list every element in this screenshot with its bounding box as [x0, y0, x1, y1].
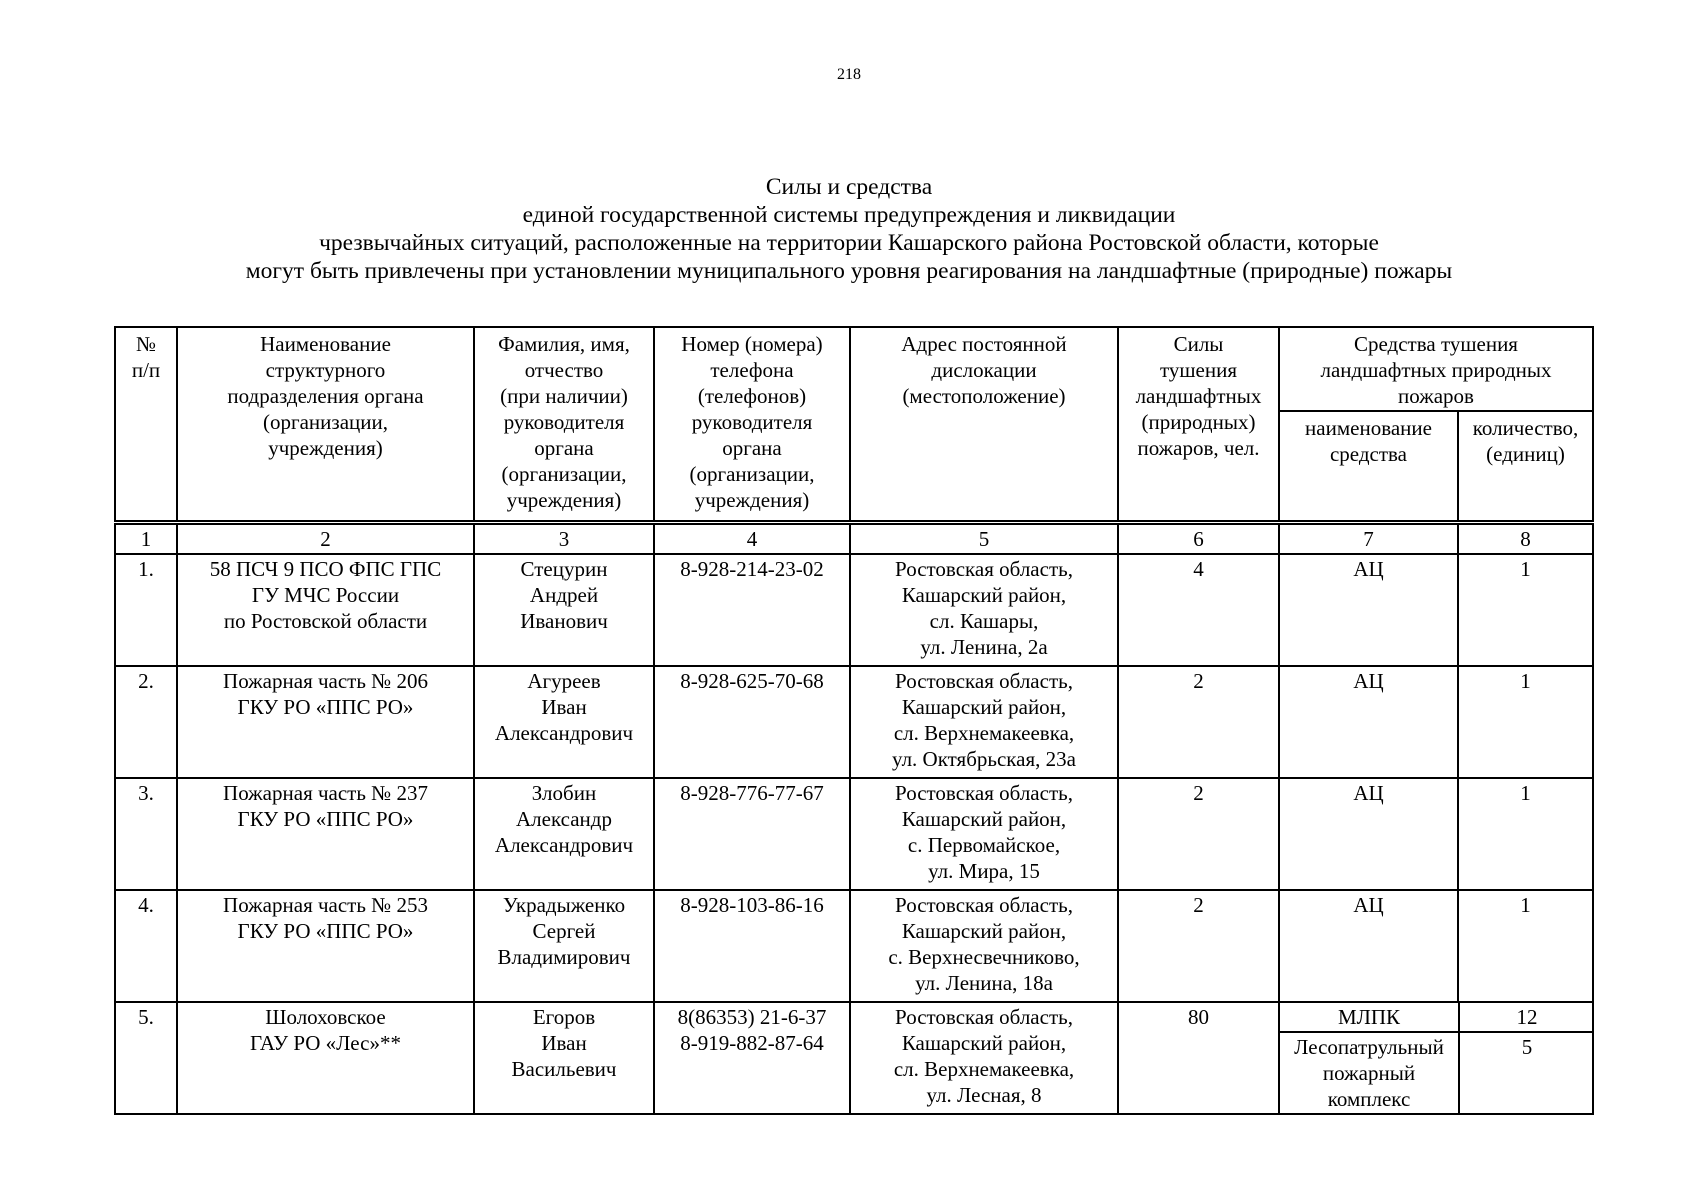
row-tool-count: 1 [1458, 890, 1593, 1002]
header-num: № п/п [115, 327, 177, 523]
column-number: 1 [115, 523, 177, 555]
row-tool-name: МЛПК [1280, 1003, 1459, 1032]
row-num: 3. [115, 778, 177, 890]
row-tools [1279, 1002, 1593, 1114]
table-row [115, 1002, 1593, 1114]
table-row [115, 890, 1593, 1002]
document-title [0, 173, 1698, 285]
column-number: 5 [850, 523, 1118, 555]
title-line: единой государственной системы предупреждения и ликвидации [522, 202, 1176, 228]
header-tools-count: количество, (единиц) [1458, 411, 1593, 523]
row-forces: 2 [1118, 890, 1279, 1002]
row-head: Злобин Александр Александрович [474, 778, 654, 890]
page-number: 218 [837, 66, 861, 83]
row-tool-count: 12 [1459, 1003, 1594, 1032]
row-address: Ростовская область, Кашарский район, сл. Верхнемакеевка, ул. Лесная, 8 [850, 1002, 1118, 1114]
row-num: 5. [115, 1002, 177, 1114]
title-line: чрезвычайных ситуаций, расположенные на территории Кашарского района Ростовской области, которые [319, 230, 1379, 256]
title-line: могут быть привлечены при установлении муниципального уровня реагирования на ландшафтные (природные) пожары [245, 258, 1453, 284]
header-tools-group: Средства тушения ландшафтных природных пожаров [1279, 327, 1593, 411]
row-phone: 8-928-214-23-02 [654, 554, 850, 666]
row-phone: 8-928-103-86-16 [654, 890, 850, 1002]
column-number: 8 [1458, 523, 1593, 555]
row-tool-count: 5 [1521, 1035, 1533, 1059]
column-number: 4 [654, 523, 850, 555]
row-phone: 8(86353) 21-6-37 8-919-882-87-64 [654, 1002, 850, 1114]
row-address: Ростовская область, Кашарский район, сл. Верхнемакеевка, ул. Октябрьская, 23а [850, 666, 1118, 778]
row-unit: 58 ПСЧ 9 ПСО ФПС ГПС ГУ МЧС России по Ростовской области [177, 554, 474, 666]
row-unit: Пожарная часть № 206 ГКУ РО «ППС РО» [177, 666, 474, 778]
row-head: Стецурин Андрей Иванович [474, 554, 654, 666]
row-forces: 2 [1118, 778, 1279, 890]
row-address: Ростовская область, Кашарский район, сл. Кашары, ул. Ленина, 2а [850, 554, 1118, 666]
row-head: Украдыженко Сергей Владимирович [474, 890, 654, 1002]
header-phone: Номер (номера) телефона (телефонов) руководителя органа (организации, учреждения) [654, 327, 850, 523]
row-unit: Пожарная часть № 237 ГКУ РО «ППС РО» [177, 778, 474, 890]
row-tool-name: АЦ [1279, 778, 1458, 890]
column-number: 6 [1118, 523, 1279, 555]
row-forces: 4 [1118, 554, 1279, 666]
header-address: Адрес постоянной дислокации (местоположение) [850, 327, 1118, 523]
title-line: Силы и средства [765, 174, 933, 200]
row-tool-count: 1 [1458, 666, 1593, 778]
table-row [115, 666, 1593, 778]
tools-subtable [1280, 1003, 1594, 1113]
row-tool-name: АЦ [1279, 890, 1458, 1002]
row-head: Агуреев Иван Александрович [474, 666, 654, 778]
column-numbers-row [115, 523, 1593, 555]
header-head: Фамилия, имя, отчество (при наличии) руководителя органа (организации, учреждения) [474, 327, 654, 523]
row-forces: 80 [1118, 1002, 1279, 1114]
row-tool-count: 1 [1458, 778, 1593, 890]
row-address: Ростовская область, Кашарский район, с. Первомайское, ул. Мира, 15 [850, 778, 1118, 890]
row-unit: Шолоховское ГАУ РО «Лес»** [177, 1002, 474, 1114]
row-num: 1. [115, 554, 177, 666]
table-row [115, 778, 1593, 890]
column-number: 3 [474, 523, 654, 555]
row-unit: Пожарная часть № 253 ГКУ РО «ППС РО» [177, 890, 474, 1002]
row-num: 4. [115, 890, 177, 1002]
row-tool-count: 1 [1458, 554, 1593, 666]
row-tool-name: Лесопатрульный пожарный комплекс [1280, 1032, 1459, 1113]
column-number: 2 [177, 523, 474, 555]
row-address: Ростовская область, Кашарский район, с. Верхнесвечниково, ул. Ленина, 18а [850, 890, 1118, 1002]
row-num: 2. [115, 666, 177, 778]
row-head: Егоров Иван Васильевич [474, 1002, 654, 1114]
row-tool-name: АЦ [1279, 666, 1458, 778]
header-unit: Наименование структурного подразделения органа (организации, учреждения) [177, 327, 474, 523]
header-tools-name: наименование средства [1279, 411, 1458, 523]
forces-table [114, 326, 1594, 1115]
header-forces: Силы тушения ландшафтных (природных) пожаров, чел. [1118, 327, 1279, 523]
row-phone: 8-928-625-70-68 [654, 666, 850, 778]
row-tool-name: АЦ [1279, 554, 1458, 666]
row-forces: 2 [1118, 666, 1279, 778]
row-phone: 8-928-776-77-67 [654, 778, 850, 890]
column-number: 7 [1279, 523, 1458, 555]
table-row [115, 554, 1593, 666]
